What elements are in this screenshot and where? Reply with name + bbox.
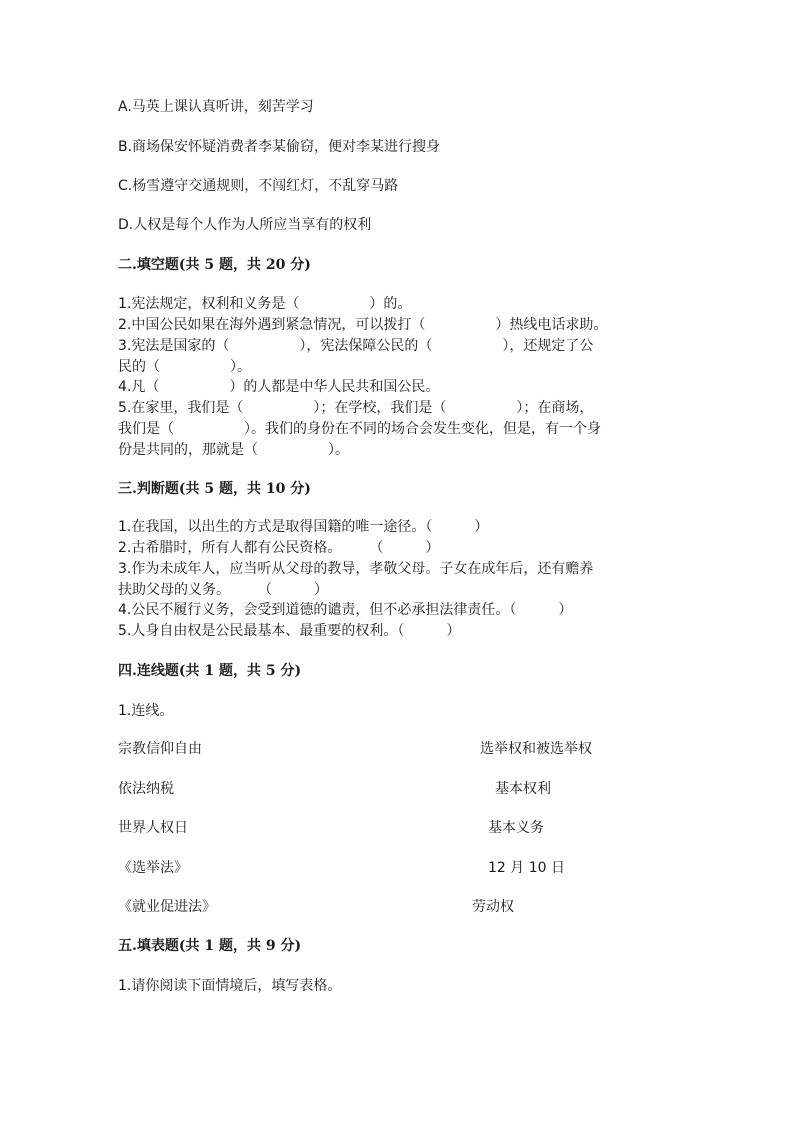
matching-left-item: 依法纳税 xyxy=(118,781,174,797)
section-heading-table: 五.填表题(共 1 题，共 9 分) xyxy=(118,938,302,954)
option-d: D.人权是每个人作为人所应当享有的权利 xyxy=(118,217,372,233)
true-false-line: 扶助父母的义务。 （ ） xyxy=(118,582,328,598)
fill-blank-line: 4.凡（ ）的人都是中华人民共和国公民。 xyxy=(118,379,440,395)
table-question: 1.请你阅读下面情境后，填写表格。 xyxy=(118,978,342,994)
option-c: C.杨雪遵守交通规则，不闯红灯，不乱穿马路 xyxy=(118,178,399,194)
matching-right-item: 基本义务 xyxy=(488,820,544,836)
section-heading-true-false: 三.判断题(共 5 题，共 10 分) xyxy=(118,481,311,497)
matching-right-item: 选举权和被选举权 xyxy=(480,741,592,757)
matching-left-item: 《选举法》 xyxy=(118,860,188,876)
matching-question: 1.连线。 xyxy=(118,703,174,719)
matching-right-item: 基本权利 xyxy=(495,781,551,797)
fill-blank-line: 我们是（ ）。我们的身份在不同的场合会发生变化，但是，有一个身 xyxy=(118,421,601,437)
matching-left-item: 宗教信仰自由 xyxy=(118,741,202,757)
fill-blank-line: 份是共同的，那就是（ ）。 xyxy=(118,442,349,458)
true-false-line: 5.人身自由权是公民最基本、最重要的权利。（ ） xyxy=(118,623,461,639)
true-false-line: 1.在我国，以出生的方式是取得国籍的唯一途径。（ ） xyxy=(118,519,489,535)
fill-blank-line: 3.宪法是国家的（ ），宪法保障公民的（ ），还规定了公 xyxy=(118,338,594,354)
section-heading-fill-blank: 二.填空题(共 5 题，共 20 分) xyxy=(118,257,311,273)
section-heading-matching: 四.连线题(共 1 题，共 5 分) xyxy=(118,663,302,679)
fill-blank-line: 5.在家里，我们是（ ）；在学校，我们是（ ）；在商场， xyxy=(118,400,594,416)
fill-blank-line: 1.宪法规定，权利和义务是（ ）的。 xyxy=(118,296,412,312)
true-false-line: 4.公民不履行义务，会受到道德的谴责，但不必承担法律责任。（ ） xyxy=(118,602,573,618)
option-a: A.马英上课认真听讲，刻苦学习 xyxy=(118,99,314,115)
true-false-line: 3.作为未成年人，应当听从父母的教导，孝敬父母。子女在成年后，还有赡养 xyxy=(118,561,594,577)
matching-right-item: 12 月 10 日 xyxy=(488,860,565,876)
fill-blank-line: 民的（ ）。 xyxy=(118,359,251,375)
true-false-line: 2.古希腊时，所有人都有公民资格。 （ ） xyxy=(118,540,440,556)
matching-left-item: 《就业促进法》 xyxy=(118,899,216,915)
fill-blank-line: 2.中国公民如果在海外遇到紧急情况，可以拨打（ ）热线电话求助。 xyxy=(118,317,608,333)
matching-left-item: 世界人权日 xyxy=(118,820,188,836)
matching-right-item: 劳动权 xyxy=(472,899,514,915)
option-b: B.商场保安怀疑消费者李某偷窃，便对李某进行搜身 xyxy=(118,139,441,155)
